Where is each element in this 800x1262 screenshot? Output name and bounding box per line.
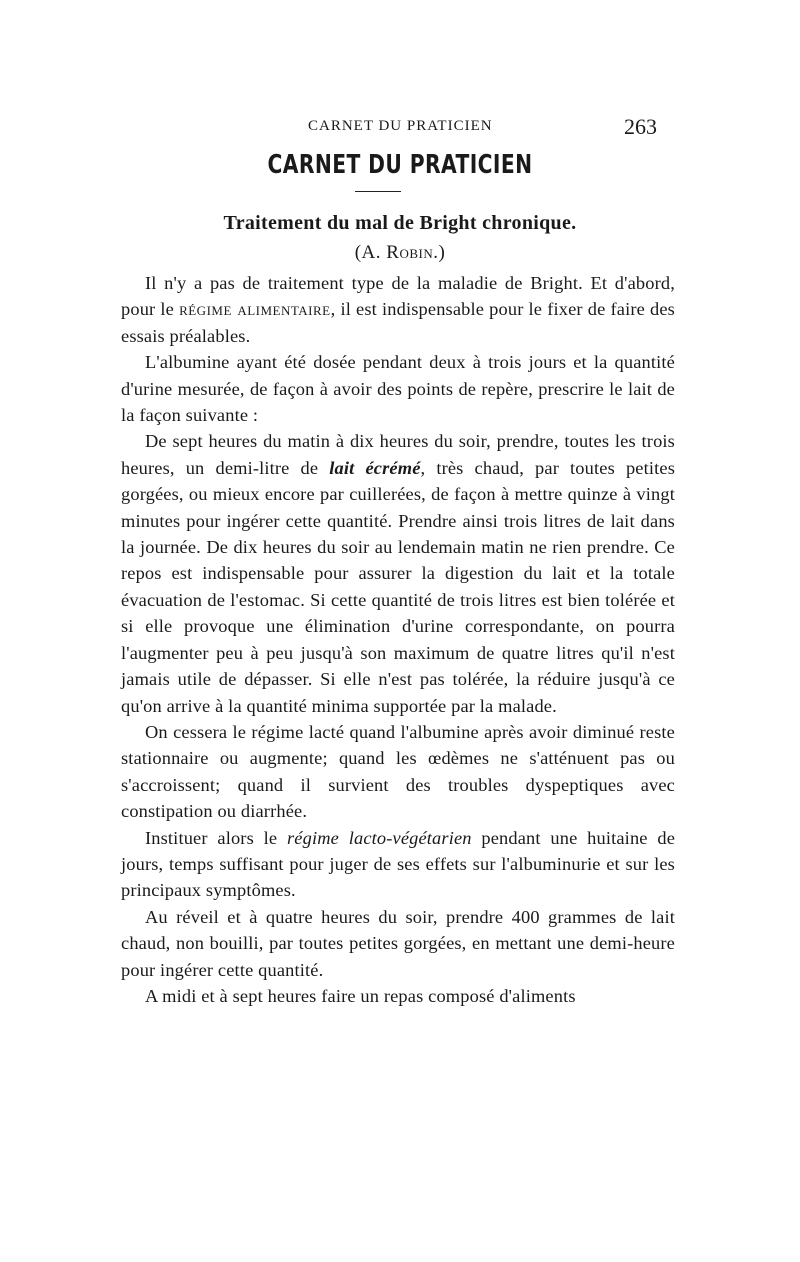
paragraph-3 bbox=[121, 428, 675, 718]
paragraph-3-italic: lait écrémé bbox=[329, 457, 421, 478]
paragraph-1-end: , il est indispensable pour le fixer de faire des essais préalables. bbox=[121, 299, 675, 346]
paragraph-4: On cessera le régime lacté quand l'albumine après avoir diminué reste stationnaire ou augmente; quand les œdèmes ne s'atténuent pas ou s'accroissent; quand il survient des troubles dyspeptiques avec constipation ou diarrhée. bbox=[121, 721, 675, 822]
running-header bbox=[0, 114, 800, 142]
paragraph-5-end: pendant une huitaine de jours, temps suffisant pour juger de ses effets sur l'albuminurie et sur les principaux symptômes. bbox=[121, 827, 676, 901]
running-title: CARNET DU PRATICIEN bbox=[308, 118, 493, 134]
paragraph-1-start: Il n'y a pas de traitement type de la maladie de Bright. Et d'abord, pour le bbox=[121, 273, 675, 320]
author-credit bbox=[0, 242, 800, 264]
paragraph-3-end: , très chaud, par toutes petites gorgées, ou mieux encore par cuillerées, de façon à mettre quinze à vingt minutes pour ingérer cette quantité. Prendre ainsi trois litres de lait dans la journée. De dix heures du soir au lendemain matin ne rien prendre. Ce repos est indispensable pour assurer la digestion du lait et la totale évacuation de l'estomac. Si cette quantité de trois litres est bien tolérée et si elle provoque une élimination d'urine correspondante, on pourra l'augmenter peu à peu jusqu'à son maximum de quatre litres qu'il n'est jamais utile de dépasser. Si elle n'est pas tolérée, la réduire jusqu'à ce qu'on arrive à la quantité minima supportée par la malade. bbox=[121, 457, 675, 716]
title-rule-divider bbox=[355, 191, 401, 192]
paragraph-6: Au réveil et à quatre heures du soir, prendre 400 grammes de lait chaud, non bouilli, par toutes petites gorgées, en mettant une demi-heure pour ingérer cette quantité. bbox=[121, 906, 675, 980]
author-close: .) bbox=[433, 242, 446, 263]
author-open: (A. bbox=[354, 242, 387, 263]
paragraph-5 bbox=[121, 825, 675, 904]
paragraph-7: A midi et à sept heures faire un repas composé d'aliments bbox=[145, 985, 576, 1006]
page-number: 263 bbox=[624, 114, 657, 139]
body-text bbox=[121, 270, 675, 1009]
paragraph-1 bbox=[121, 270, 675, 349]
section-title: CARNET DU PRATICIEN bbox=[267, 150, 533, 180]
paragraph-2: L'albumine ayant été dosée pendant deux à trois jours et la quantité d'urine mesurée, de façon à avoir des points de repère, prescrire le lait de la façon suivante : bbox=[121, 352, 675, 426]
paragraph-3-start: De sept heures du matin à dix heures du soir, prendre, toutes les trois heures, un demi-litre de bbox=[121, 431, 675, 478]
paragraph-5-italic: régime lacto-végétarien bbox=[286, 827, 472, 848]
paragraph-5-start: Instituer alors le bbox=[145, 827, 287, 848]
author-name: Robin bbox=[386, 242, 434, 263]
article-title: Traitement du mal de Bright chronique. bbox=[223, 212, 577, 234]
paragraph-1-small-caps: régime alimentaire bbox=[179, 299, 331, 320]
